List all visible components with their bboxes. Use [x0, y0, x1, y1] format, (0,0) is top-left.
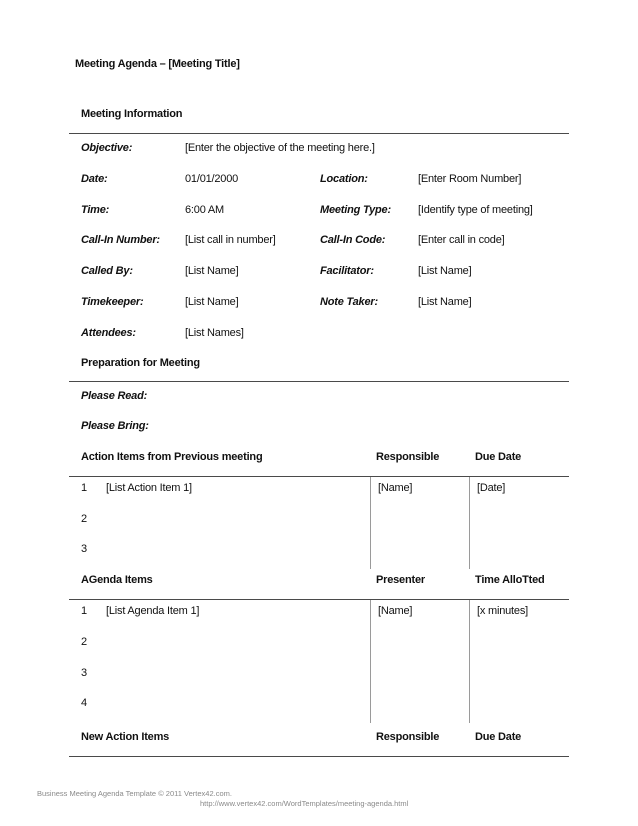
agenda-header: AGenda Items: [81, 574, 153, 586]
agenda-col-separator-1: [370, 600, 371, 723]
please-read-label: Please Read:: [81, 390, 148, 402]
objective-label: Objective:: [81, 142, 133, 154]
please-bring-label: Please Bring:: [81, 420, 149, 432]
meeting-type-label: Meeting Type:: [320, 204, 391, 216]
note-taker-value: [List Name]: [418, 296, 472, 308]
meeting-info-divider: [69, 133, 569, 134]
previous-actions-col-separator-2: [469, 477, 470, 569]
timekeeper-value: [List Name]: [185, 296, 239, 308]
call-in-code-label: Call-In Code:: [320, 234, 386, 246]
new-actions-header: New Action Items: [81, 731, 170, 743]
previous-action-row-1-due: [Date]: [477, 482, 506, 494]
previous-actions-divider: [69, 476, 569, 477]
new-actions-col-responsible: Responsible: [376, 731, 440, 743]
new-actions-divider: [69, 756, 569, 757]
previous-actions-col-responsible: Responsible: [376, 451, 440, 463]
call-in-number-value: [List call in number]: [185, 234, 276, 246]
previous-actions-col-separator-1: [370, 477, 371, 569]
attendees-value: [List Names]: [185, 327, 244, 339]
agenda-row-4-num: 4: [81, 697, 87, 709]
agenda-row-1-presenter: [Name]: [378, 605, 413, 617]
previous-action-row-1-responsible: [Name]: [378, 482, 413, 494]
agenda-row-1-item: [List Agenda Item 1]: [106, 605, 200, 617]
footer-copyright: Business Meeting Agenda Template © 2011 Vertex42.com.: [37, 789, 232, 798]
objective-value: [Enter the objective of the meeting here.]: [185, 142, 375, 154]
agenda-row-1-time: [x minutes]: [477, 605, 528, 617]
meeting-info-header: Meeting Information: [81, 108, 183, 120]
attendees-label: Attendees:: [81, 327, 136, 339]
previous-action-row-1-item: [List Action Item 1]: [106, 482, 192, 494]
agenda-row-2-num: 2: [81, 636, 87, 648]
agenda-col-separator-2: [469, 600, 470, 723]
meeting-type-value: [Identify type of meeting]: [418, 204, 533, 216]
timekeeper-label: Timekeeper:: [81, 296, 144, 308]
page-title: Meeting Agenda – [Meeting Title]: [75, 58, 240, 70]
agenda-divider: [69, 599, 569, 600]
agenda-row-1-num: 1: [81, 605, 87, 617]
previous-actions-col-due: Due Date: [475, 451, 522, 463]
agenda-col-time: Time AlloTted: [475, 574, 545, 586]
previous-action-row-1-num: 1: [81, 482, 87, 494]
facilitator-value: [List Name]: [418, 265, 472, 277]
location-label: Location:: [320, 173, 368, 185]
call-in-code-value: [Enter call in code]: [418, 234, 505, 246]
called-by-label: Called By:: [81, 265, 133, 277]
preparation-header: Preparation for Meeting: [81, 357, 200, 369]
preparation-divider: [69, 381, 569, 382]
called-by-value: [List Name]: [185, 265, 239, 277]
facilitator-label: Facilitator:: [320, 265, 374, 277]
date-value: 01/01/2000: [185, 173, 239, 185]
location-value: [Enter Room Number]: [418, 173, 522, 185]
agenda-col-presenter: Presenter: [376, 574, 425, 586]
previous-actions-header: Action Items from Previous meeting: [81, 451, 263, 463]
previous-action-row-2-num: 2: [81, 513, 87, 525]
new-actions-col-due: Due Date: [475, 731, 522, 743]
agenda-row-3-num: 3: [81, 667, 87, 679]
date-label: Date:: [81, 173, 108, 185]
note-taker-label: Note Taker:: [320, 296, 378, 308]
time-label: Time:: [81, 204, 110, 216]
call-in-number-label: Call-In Number:: [81, 234, 160, 246]
footer-link[interactable]: http://www.vertex42.com/WordTemplates/meeting-agenda.html: [200, 799, 409, 808]
time-value: 6:00 AM: [185, 204, 224, 216]
previous-action-row-3-num: 3: [81, 543, 87, 555]
